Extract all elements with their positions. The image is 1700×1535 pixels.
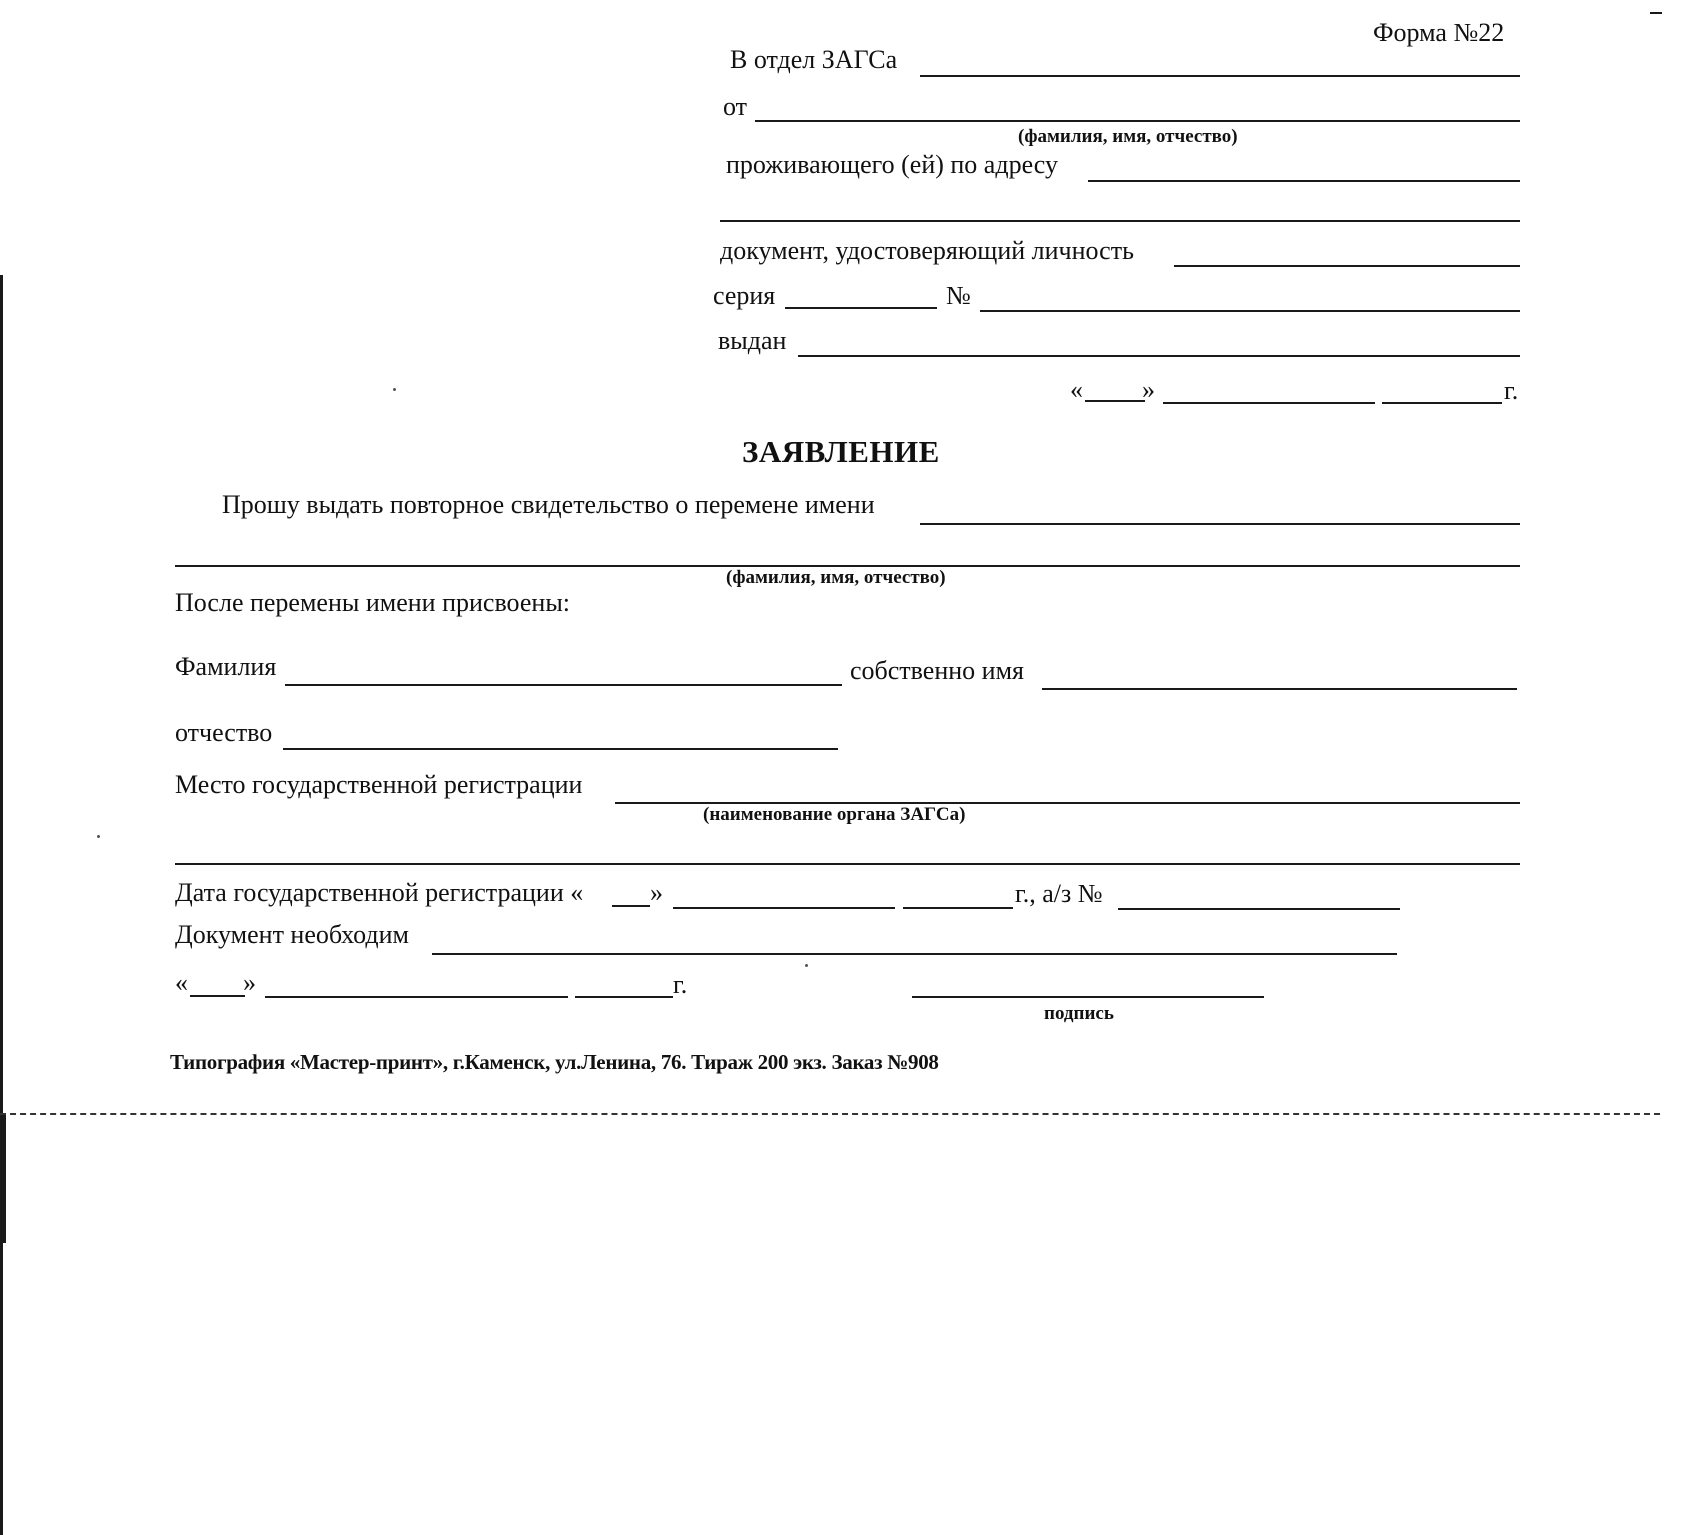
cut-line <box>0 1113 1660 1115</box>
date-open-quote: « <box>1070 375 1083 404</box>
fullname-hint-body: (фамилия, имя, отчество) <box>726 567 946 588</box>
signature-hint: подпись <box>1044 1003 1114 1024</box>
sign-day-line[interactable] <box>190 995 245 997</box>
form-number: Форма №22 <box>1373 18 1505 47</box>
date-year-line[interactable] <box>1382 402 1502 404</box>
scan-speck <box>97 835 100 838</box>
registration-month-line[interactable] <box>673 907 895 909</box>
registry-name-hint: (наименование органа ЗАГСа) <box>703 804 966 825</box>
fullname-hint-top: (фамилия, имя, отчество) <box>1018 126 1238 147</box>
record-number-line[interactable] <box>1118 908 1400 910</box>
document-needed-line[interactable] <box>432 953 1397 955</box>
scan-edge-left-bottom <box>0 1115 6 1243</box>
registration-day-line[interactable] <box>612 905 650 907</box>
scan-edge-left <box>0 275 3 1535</box>
given-name-label: собственно имя <box>850 656 1024 685</box>
from-label: от <box>723 92 748 121</box>
sign-date-close: » <box>243 968 256 997</box>
number-label: № <box>946 281 971 310</box>
surname-line[interactable] <box>285 684 842 686</box>
date-year-suffix: г. <box>1504 376 1519 405</box>
address-line-1[interactable] <box>1088 180 1520 182</box>
to-registry-line[interactable] <box>920 75 1520 77</box>
series-line[interactable] <box>785 307 937 309</box>
given-name-line[interactable] <box>1042 688 1517 690</box>
sign-year-line[interactable] <box>575 996 673 998</box>
id-document-line[interactable] <box>1174 265 1520 267</box>
registration-place-label: Место государственной регистрации <box>175 770 583 799</box>
registration-place-line-2[interactable] <box>175 863 1520 865</box>
date-month-line[interactable] <box>1163 402 1375 404</box>
to-registry-label: В отдел ЗАГСа <box>730 45 898 74</box>
request-text: Прошу выдать повторное свидетельство о перемене имени <box>222 490 875 519</box>
patronymic-label: отчество <box>175 718 273 747</box>
scan-speck <box>393 388 396 391</box>
date-close-quote: » <box>1142 375 1155 404</box>
date-day-line[interactable] <box>1085 400 1145 402</box>
scan-speck <box>805 964 808 967</box>
patronymic-line[interactable] <box>283 748 838 750</box>
sign-year-suffix: г. <box>673 970 688 999</box>
record-label: г., а/з № <box>1015 879 1103 908</box>
assigned-heading: После перемены имени присвоены: <box>175 588 571 617</box>
registration-date-close: » <box>650 878 663 907</box>
sign-month-line[interactable] <box>265 996 568 998</box>
issued-line[interactable] <box>798 355 1520 357</box>
number-line[interactable] <box>980 310 1520 312</box>
document-needed-label: Документ необходим <box>175 920 409 949</box>
id-document-label: документ, удостоверяющий личность <box>720 236 1134 265</box>
signature-line[interactable] <box>912 996 1264 998</box>
top-edge-mark <box>1650 12 1662 14</box>
address-line-2[interactable] <box>720 220 1520 222</box>
series-label: серия <box>713 281 776 310</box>
page-title: ЗАЯВЛЕНИЕ <box>742 434 940 469</box>
surname-label: Фамилия <box>175 652 277 681</box>
printer-info: Типография «Мастер-принт», г.Каменск, ул.Ленина, 76. Тираж 200 экз. Заказ №908 <box>170 1050 939 1074</box>
address-label: проживающего (ей) по адресу <box>726 150 1058 179</box>
registration-date-label: Дата государственной регистрации « <box>175 878 584 907</box>
request-line-1[interactable] <box>920 523 1520 525</box>
registration-year-line[interactable] <box>903 907 1013 909</box>
sign-date-open: « <box>175 968 188 997</box>
from-line[interactable] <box>755 120 1520 122</box>
issued-label: выдан <box>718 326 787 355</box>
